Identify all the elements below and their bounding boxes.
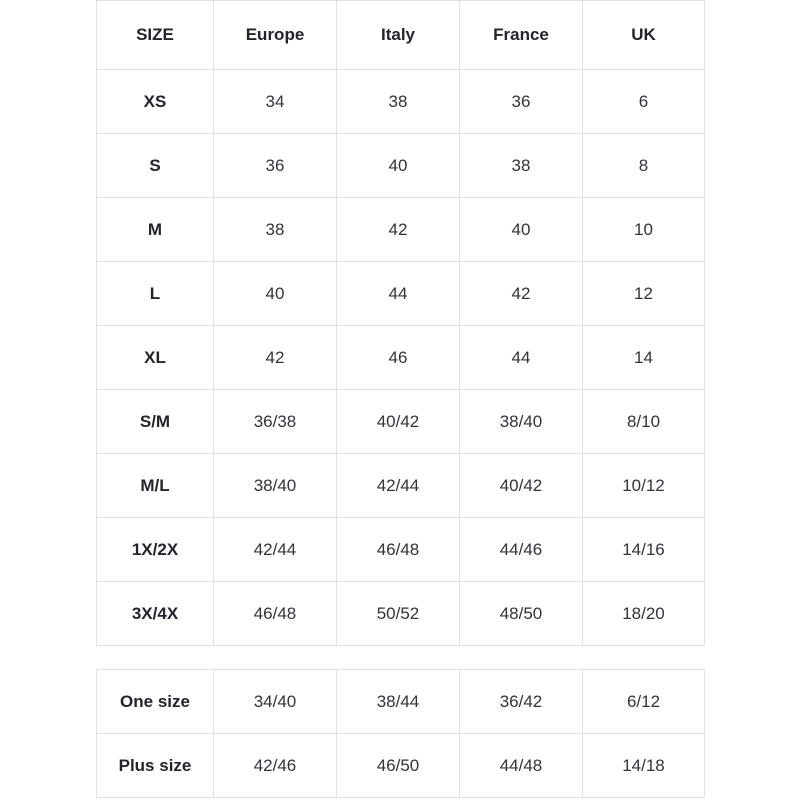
cell-italy: 42: [337, 198, 460, 262]
row-label: M/L: [97, 454, 214, 518]
cell-france: 44: [460, 326, 583, 390]
column-header-france: France: [460, 1, 583, 70]
cell-uk: 10: [583, 198, 705, 262]
table-row: [97, 262, 705, 326]
cell-italy: 46/50: [337, 734, 460, 798]
cell-italy: 44: [337, 262, 460, 326]
table-row: [97, 670, 705, 734]
row-label: M: [97, 198, 214, 262]
column-header-europe: Europe: [214, 1, 337, 70]
cell-italy: 40/42: [337, 390, 460, 454]
cell-uk: 8: [583, 134, 705, 198]
cell-europe: 34/40: [214, 670, 337, 734]
row-label: Plus size: [97, 734, 214, 798]
cell-france: 36/42: [460, 670, 583, 734]
table-row: [97, 70, 705, 134]
cell-france: 38/40: [460, 390, 583, 454]
cell-france: 36: [460, 70, 583, 134]
cell-uk: 18/20: [583, 582, 705, 646]
row-label: XL: [97, 326, 214, 390]
table-row: [97, 454, 705, 518]
table-row: [97, 734, 705, 798]
cell-europe: 34: [214, 70, 337, 134]
cell-france: 44/48: [460, 734, 583, 798]
table-row: [97, 326, 705, 390]
column-header-size: SIZE: [97, 1, 214, 70]
cell-uk: 14/16: [583, 518, 705, 582]
cell-uk: 14: [583, 326, 705, 390]
cell-uk: 12: [583, 262, 705, 326]
cell-europe: 42/46: [214, 734, 337, 798]
cell-europe: 36: [214, 134, 337, 198]
secondary-size-table: [96, 669, 705, 798]
cell-uk: 6/12: [583, 670, 705, 734]
cell-uk: 8/10: [583, 390, 705, 454]
row-label: 3X/4X: [97, 582, 214, 646]
cell-uk: 14/18: [583, 734, 705, 798]
cell-europe: 38/40: [214, 454, 337, 518]
row-label: L: [97, 262, 214, 326]
row-label: One size: [97, 670, 214, 734]
table-row: [97, 134, 705, 198]
cell-europe: 38: [214, 198, 337, 262]
cell-italy: 40: [337, 134, 460, 198]
secondary-size-table-body: [97, 670, 705, 798]
cell-italy: 46/48: [337, 518, 460, 582]
cell-france: 40/42: [460, 454, 583, 518]
cell-europe: 36/38: [214, 390, 337, 454]
cell-france: 48/50: [460, 582, 583, 646]
table-row: [97, 390, 705, 454]
column-header-uk: UK: [583, 1, 705, 70]
primary-size-table-wrap: [96, 0, 704, 646]
cell-uk: 6: [583, 70, 705, 134]
cell-europe: 46/48: [214, 582, 337, 646]
cell-uk: 10/12: [583, 454, 705, 518]
table-row: [97, 518, 705, 582]
column-header-italy: Italy: [337, 1, 460, 70]
cell-italy: 50/52: [337, 582, 460, 646]
cell-europe: 42/44: [214, 518, 337, 582]
primary-size-table-head: [97, 1, 705, 70]
cell-italy: 38: [337, 70, 460, 134]
table-header-row: [97, 1, 705, 70]
row-label: XS: [97, 70, 214, 134]
cell-france: 40: [460, 198, 583, 262]
cell-europe: 42: [214, 326, 337, 390]
row-label: S/M: [97, 390, 214, 454]
cell-italy: 38/44: [337, 670, 460, 734]
cell-europe: 40: [214, 262, 337, 326]
table-row: [97, 582, 705, 646]
cell-france: 42: [460, 262, 583, 326]
cell-italy: 42/44: [337, 454, 460, 518]
primary-size-table-body: [97, 70, 705, 646]
table-row: [97, 198, 705, 262]
cell-france: 44/46: [460, 518, 583, 582]
row-label: 1X/2X: [97, 518, 214, 582]
row-label: S: [97, 134, 214, 198]
cell-italy: 46: [337, 326, 460, 390]
cell-france: 38: [460, 134, 583, 198]
secondary-size-table-wrap: [96, 669, 704, 798]
primary-size-table: [96, 0, 705, 646]
